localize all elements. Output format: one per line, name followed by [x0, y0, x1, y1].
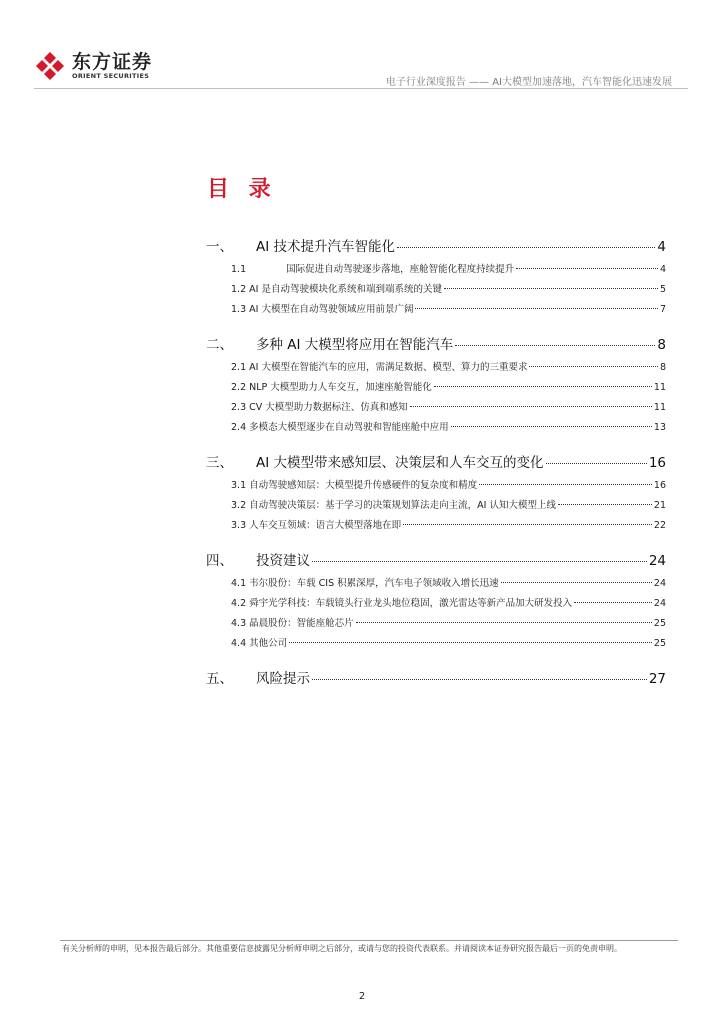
- header-divider: [34, 88, 688, 89]
- toc-item-1-1[interactable]: [206, 260, 666, 280]
- toc-item-title: 2.1 AI 大模型在智能汽车的应用，需满足数据、模型、算力的三重要求: [231, 362, 528, 373]
- toc-page-number: 16: [653, 480, 666, 491]
- toc-heading: 目 录: [207, 177, 277, 202]
- toc-item-2-2[interactable]: [206, 378, 666, 398]
- toc-item-2-4[interactable]: [206, 418, 666, 438]
- toc-leader: [546, 463, 647, 464]
- toc-leader: [479, 484, 652, 485]
- toc-leader: [529, 366, 658, 367]
- toc-section-4[interactable]: [206, 548, 666, 574]
- toc-leader: [356, 622, 652, 623]
- toc-item-4-4[interactable]: [206, 634, 666, 654]
- toc-leader: [516, 268, 658, 269]
- footer-disclaimer: 有关分析师的申明，见本报告最后部分。其他重要信息披露见分析师申明之后部分，或请与您的投资代表联系。并请阅读本证券研究报告最后一页的免责申明。: [62, 944, 622, 953]
- toc-leader: [403, 524, 652, 525]
- toc-leader: [397, 247, 655, 248]
- toc-section-5[interactable]: [206, 666, 666, 692]
- toc-section-3[interactable]: [206, 450, 666, 476]
- toc-item-2-3[interactable]: [206, 398, 666, 418]
- toc-page-number: 8: [659, 362, 666, 373]
- toc-item-2-1[interactable]: [206, 358, 666, 378]
- toc-page-number: 24: [648, 553, 666, 569]
- toc-item-title: 1.2 AI 是自动驾驶模块化系统和端到端系统的关键: [231, 284, 442, 295]
- toc-item-1-2[interactable]: [206, 280, 666, 300]
- page-header: [0, 0, 724, 100]
- toc-item-title: 3.2 自动驾驶决策层：基于学习的决策规划算法走向主流，AI 认知大模型上线: [231, 500, 556, 511]
- toc-section-number: 一、: [206, 239, 233, 255]
- toc-leader: [451, 426, 652, 427]
- toc-item-title: 4.3 晶晨股份：智能座舱芯片: [231, 618, 354, 629]
- toc-item-title: 2.3 CV 大模型助力数据标注、仿真和感知: [231, 402, 408, 413]
- toc-item-title: 4.1 韦尔股份：车载 CIS 积累深厚，汽车电子领域收入增长迅速: [231, 578, 499, 589]
- logo-chinese-name: 东方证券: [72, 50, 153, 73]
- toc-item-3-2[interactable]: [206, 496, 666, 516]
- report-title: 电子行业深度报告 —— AI大模型加速落地，汽车智能化迅速发展: [385, 77, 672, 88]
- toc-leader: [312, 679, 647, 680]
- toc-section-1[interactable]: [206, 234, 666, 260]
- toc-item-4-2[interactable]: [206, 594, 666, 614]
- toc-page-number: 24: [653, 598, 666, 609]
- toc-item-title: 3.3 人车交互领域：语言大模型落地在即: [231, 520, 402, 531]
- footer-divider: [60, 940, 678, 941]
- toc-leader: [501, 582, 652, 583]
- toc-section-title: AI 技术提升汽车智能化: [256, 239, 396, 255]
- toc-item-title: 1.3 AI 大模型在自动驾驶领域应用前景广阔: [231, 304, 414, 315]
- toc-page-number: 11: [653, 382, 666, 393]
- toc-page-number: 4: [657, 239, 666, 255]
- toc-leader: [415, 308, 658, 309]
- toc-section-number: 五、: [206, 671, 233, 687]
- toc-section-title: 多种 AI 大模型将应用在智能汽车: [256, 337, 454, 353]
- toc-item-4-1[interactable]: [206, 574, 666, 594]
- toc-leader: [289, 642, 652, 643]
- toc-section-number: 四、: [206, 553, 233, 569]
- page-number: 2: [358, 991, 366, 1002]
- toc-section-2[interactable]: [206, 332, 666, 358]
- toc-leader: [410, 406, 652, 407]
- toc-page-number: 21: [653, 500, 666, 511]
- toc-item-1-3[interactable]: [206, 300, 666, 320]
- toc-page-number: 27: [648, 671, 666, 687]
- logo-english-name: ORIENT SECURITIES: [72, 71, 150, 80]
- toc-page-number: 5: [659, 284, 666, 295]
- toc-section-title: 投资建议: [256, 553, 310, 569]
- toc-page-number: 16: [648, 455, 666, 471]
- toc-page-number: 11: [653, 402, 666, 413]
- toc-leader: [434, 386, 652, 387]
- toc-page-number: 25: [653, 638, 666, 649]
- table-of-contents: [206, 234, 666, 692]
- toc-item-4-3[interactable]: [206, 614, 666, 634]
- toc-leader: [444, 288, 658, 289]
- toc-section-title: 风险提示: [256, 671, 310, 687]
- toc-page-number: 8: [657, 337, 666, 353]
- orient-logo-icon: [34, 50, 66, 82]
- toc-item-title: 国际促进自动驾驶逐步落地，座舱智能化程度持续提升: [286, 264, 515, 275]
- toc-leader: [574, 602, 652, 603]
- toc-leader: [455, 345, 655, 346]
- toc-page-number: 13: [653, 422, 666, 433]
- toc-leader: [558, 504, 652, 505]
- toc-item-3-3[interactable]: [206, 516, 666, 536]
- toc-item-title: 2.4 多模态大模型逐步在自动驾驶和智能座舱中应用: [231, 422, 449, 433]
- toc-page-number: 24: [653, 578, 666, 589]
- toc-section-title: AI 大模型带来感知层、决策层和人车交互的变化: [256, 455, 544, 471]
- toc-page-number: 7: [659, 304, 666, 315]
- toc-item-title: 2.2 NLP 大模型助力人车交互，加速座舱智能化: [231, 382, 432, 393]
- toc-item-title: 4.2 舜宇光学科技：车载镜头行业龙头地位稳固，激光雷达等新产品加大研发投入: [231, 598, 573, 609]
- toc-item-title: 4.4 其他公司: [231, 638, 288, 649]
- toc-page-number: 22: [653, 520, 666, 531]
- toc-leader: [312, 561, 647, 562]
- toc-page-number: 4: [659, 264, 666, 275]
- toc-item-title: 3.1 自动驾驶感知层：大模型提升传感硬件的复杂度和精度: [231, 480, 478, 491]
- toc-item-3-1[interactable]: [206, 476, 666, 496]
- orient-securities-logo: [34, 50, 152, 82]
- toc-page-number: 25: [653, 618, 666, 629]
- toc-section-number: 三、: [206, 455, 233, 471]
- toc-section-number: 二、: [206, 337, 233, 353]
- toc-item-number: 1.1: [231, 264, 247, 275]
